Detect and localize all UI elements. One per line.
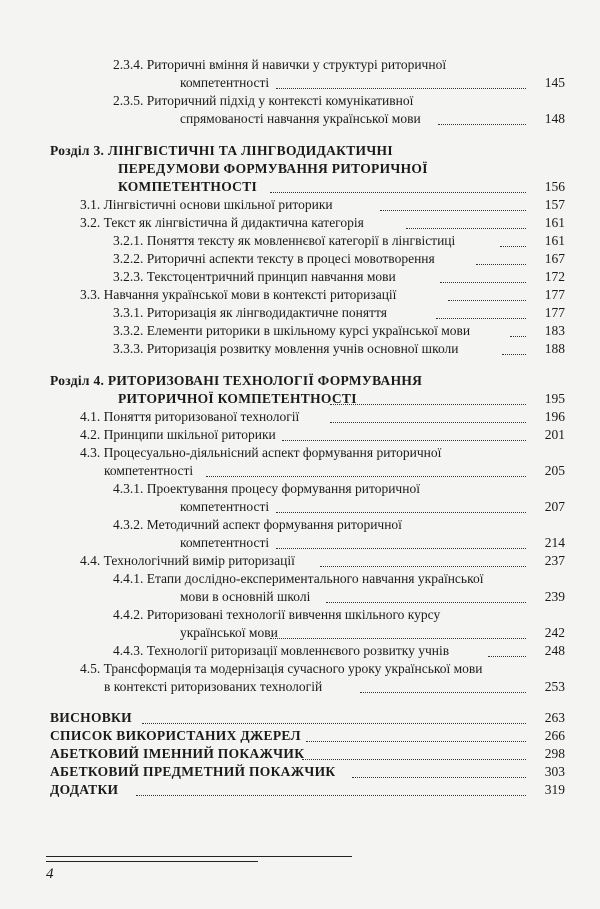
toc-entry-4-3: 4.3. Процесуально-діяльнісний аспект формування риторичної bbox=[80, 445, 442, 460]
toc-leader bbox=[306, 741, 526, 742]
toc-page-number: 207 bbox=[544, 499, 565, 514]
toc-page-number: 195 bbox=[544, 391, 565, 406]
toc-page-number: 298 bbox=[544, 746, 565, 761]
toc-entry-3-2-3: 3.2.3. Текстоцентричний принцип навчання мови bbox=[113, 269, 396, 284]
footer-rule-bottom bbox=[46, 861, 258, 862]
toc-entry-4-3-cont: компетентності bbox=[104, 463, 194, 478]
toc-page-number: 205 bbox=[544, 463, 565, 478]
toc-entry-3-3-3: 3.3.3. Риторизація розвитку мовлення учнів основної школи bbox=[113, 341, 459, 356]
toc-leader bbox=[282, 440, 526, 441]
toc-page-number: 319 bbox=[544, 782, 565, 797]
toc-leader bbox=[276, 512, 526, 513]
toc-entry-4-3-2-cont: компетентності bbox=[180, 535, 270, 550]
toc-page-number: 172 bbox=[544, 269, 565, 284]
toc-leader bbox=[502, 354, 526, 355]
toc-leader bbox=[406, 228, 526, 229]
toc-leader bbox=[142, 723, 526, 724]
toc-entry-2-3-5-cont: спрямованості навчання української мови bbox=[180, 111, 421, 126]
toc-entry-3-3-1: 3.3.1. Риторизація як лінгводидактичне поняття bbox=[113, 305, 387, 320]
toc-entry-4-2: 4.2. Принципи шкільної риторики bbox=[80, 427, 276, 442]
toc-page-number: 161 bbox=[544, 215, 565, 230]
toc-leader bbox=[488, 656, 526, 657]
toc-leader bbox=[270, 192, 526, 193]
toc-leader bbox=[476, 264, 526, 265]
toc-section-4-title-cont: РИТОРИЧНОЇ КОМПЕТЕНТНОСТІ bbox=[118, 391, 357, 406]
footer-rule-top bbox=[46, 856, 352, 857]
toc-page-number: 145 bbox=[544, 75, 565, 90]
toc-page-number: 148 bbox=[544, 111, 565, 126]
toc-leader bbox=[136, 795, 526, 796]
toc-entry-4-4-2-cont: української мови bbox=[180, 625, 278, 640]
toc-leader bbox=[270, 638, 526, 639]
toc-entry-3-3: 3.3. Навчання української мови в контексті риторизації bbox=[80, 287, 397, 302]
toc-entry-3-3-2: 3.3.2. Елементи риторики в шкільному курсі української мови bbox=[113, 323, 471, 338]
toc-leader bbox=[360, 692, 526, 693]
toc-subject-index: АБЕТКОВИЙ ПРЕДМЕТНИЙ ПОКАЖЧИК bbox=[50, 764, 336, 779]
toc-entry-3-1: 3.1. Лінгвістичні основи шкільної риторики bbox=[80, 197, 333, 212]
toc-entry-4-3-1-cont: компетентності bbox=[180, 499, 270, 514]
toc-entry-2-3-4: 2.3.4. Риторичні вміння й навички у структурі риторичної bbox=[113, 57, 447, 72]
toc-leader bbox=[326, 602, 526, 603]
toc-page-number: 242 bbox=[544, 625, 565, 640]
toc-entry-3-2: 3.2. Текст як лінгвістична й дидактична категорія bbox=[80, 215, 364, 230]
toc-entry-4-1: 4.1. Поняття риторизованої технології bbox=[80, 409, 300, 424]
toc-name-index: АБЕТКОВИЙ ІМЕННИЙ ПОКАЖЧИК bbox=[50, 746, 305, 761]
toc-leader bbox=[438, 124, 526, 125]
toc-entry-4-5: 4.5. Трансформація та модернізація сучасного уроку української мови bbox=[80, 661, 483, 676]
toc-page-number: 183 bbox=[544, 323, 565, 338]
toc-conclusions: ВИСНОВКИ bbox=[50, 710, 132, 725]
toc-page-number: 214 bbox=[544, 535, 565, 550]
toc-leader bbox=[510, 336, 526, 337]
toc-appendices: ДОДАТКИ bbox=[50, 782, 119, 797]
toc-page-number: 196 bbox=[544, 409, 565, 424]
toc-page-number: 157 bbox=[544, 197, 565, 212]
toc-entry-3-2-1: 3.2.1. Поняття тексту як мовленнєвої категорії в лінгвістиці bbox=[113, 233, 456, 248]
page-number: 4 bbox=[46, 866, 54, 882]
toc-leader bbox=[352, 777, 526, 778]
toc-entry-3-2-2: 3.2.2. Риторичні аспекти тексту в процесі мовотворення bbox=[113, 251, 435, 266]
toc-leader bbox=[448, 300, 526, 301]
toc-leader bbox=[330, 404, 526, 405]
toc-page-number: 263 bbox=[544, 710, 565, 725]
toc-section-3-title-cont: КОМПЕТЕНТНОСТІ bbox=[118, 179, 258, 194]
toc-leader bbox=[436, 318, 526, 319]
toc-page-number: 188 bbox=[544, 341, 565, 356]
toc-leader bbox=[302, 759, 526, 760]
toc-page-number: 177 bbox=[544, 287, 565, 302]
toc-entry-2-3-5: 2.3.5. Риторичний підхід у контексті комунікативної bbox=[113, 93, 414, 108]
toc-leader bbox=[276, 88, 526, 89]
toc-page-number: 167 bbox=[544, 251, 565, 266]
toc-page-number: 248 bbox=[544, 643, 565, 658]
toc-page-number: 253 bbox=[544, 679, 565, 694]
toc-page-number: 156 bbox=[544, 179, 565, 194]
toc-entry-2-3-4-cont: компетентності bbox=[180, 75, 270, 90]
toc-entry-4-3-1: 4.3.1. Проектування процесу формування риторичної bbox=[113, 481, 420, 496]
toc-references: СПИСОК ВИКОРИСТАНИХ ДЖЕРЕЛ bbox=[50, 728, 301, 743]
toc-page-number: 177 bbox=[544, 305, 565, 320]
toc-entry-4-5-cont: в контексті риторизованих технологій bbox=[104, 679, 323, 694]
toc-page-number: 237 bbox=[544, 553, 565, 568]
toc-page-number: 161 bbox=[544, 233, 565, 248]
toc-entry-4-4-1-cont: мови в основній школі bbox=[180, 589, 311, 604]
toc-entry-4-3-2: 4.3.2. Методичний аспект формування риторичної bbox=[113, 517, 402, 532]
toc-section-3-title-cont: ПЕРЕДУМОВИ ФОРМУВАННЯ РИТОРИЧНОЇ bbox=[118, 161, 428, 176]
toc-entry-4-4-3: 4.4.3. Технології риторизації мовленнєвого розвитку учнів bbox=[113, 643, 450, 658]
toc-entry-4-4: 4.4. Технологічний вимір риторизації bbox=[80, 553, 295, 568]
toc-leader bbox=[500, 246, 526, 247]
toc-leader bbox=[276, 548, 526, 549]
toc-section-4-title: Розділ 4. РИТОРИЗОВАНІ ТЕХНОЛОГІЇ ФОРМУВАННЯ bbox=[50, 373, 423, 388]
toc-entry-4-4-2: 4.4.2. Риторизовані технології вивчення шкільного курсу bbox=[113, 607, 441, 622]
toc-leader bbox=[380, 210, 526, 211]
toc-leader bbox=[320, 566, 526, 567]
toc-page-number: 239 bbox=[544, 589, 565, 604]
toc-entry-4-4-1: 4.4.1. Етапи дослідно-експериментального навчання української bbox=[113, 571, 484, 586]
toc-page-number: 303 bbox=[544, 764, 565, 779]
toc-page-number: 266 bbox=[544, 728, 565, 743]
toc-leader bbox=[330, 422, 526, 423]
toc-section-3-title: Розділ 3. ЛІНГВІСТИЧНІ ТА ЛІНГВОДИДАКТИЧНІ bbox=[50, 143, 393, 158]
toc-leader bbox=[206, 476, 526, 477]
toc-leader bbox=[440, 282, 526, 283]
toc-page-number: 201 bbox=[544, 427, 565, 442]
